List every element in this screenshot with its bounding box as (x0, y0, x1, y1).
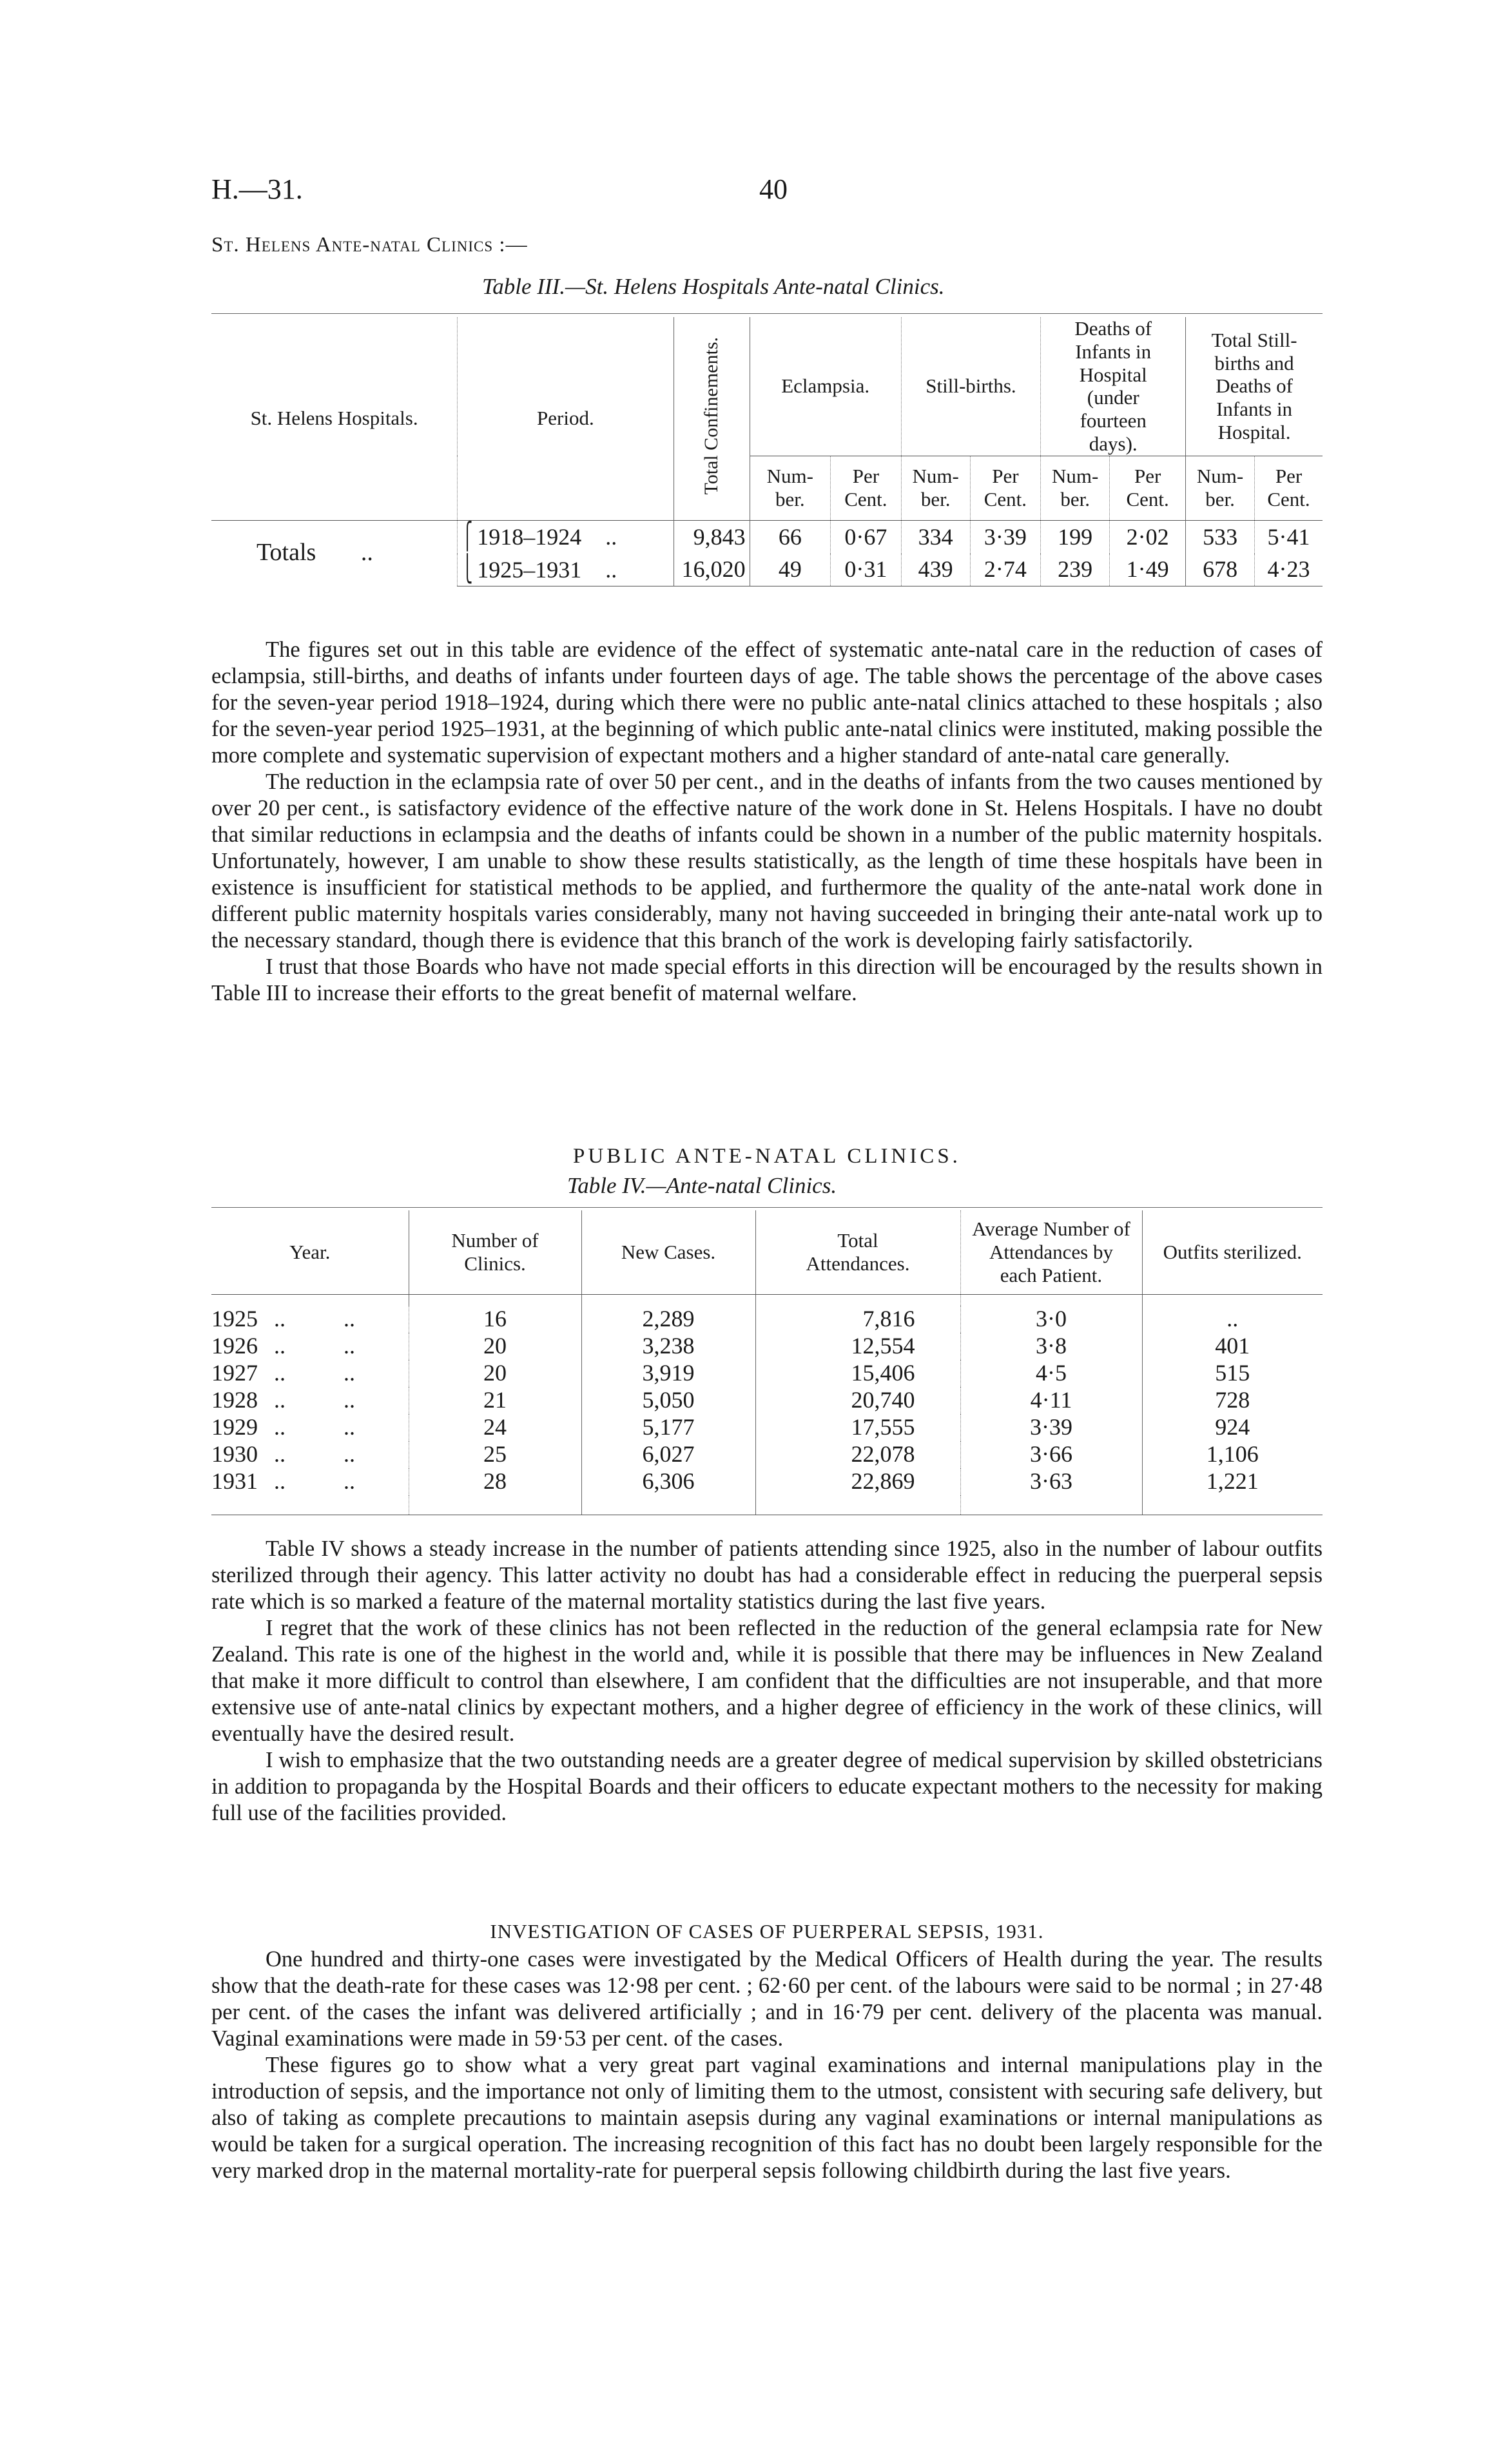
t3-row-label: Totals (257, 539, 316, 567)
t4-header-outfits: Outfits sterilized. (1142, 1210, 1323, 1294)
t3-header-total-confinements-cell (674, 317, 750, 520)
t4-clinics: 24 (409, 1414, 581, 1441)
t4-attendances: 22,078 (755, 1441, 960, 1468)
t4-year-cell (211, 1468, 409, 1495)
sepsis-heading: INVESTIGATION OF CASES OF PUERPERAL SEPSIS, 1931. (490, 1920, 1044, 1943)
t3-header-deaths-infants: Deaths of Infants in Hospital (under fourteen days). (1041, 317, 1186, 456)
t3-subheader-per-cent: Per Cent. (831, 456, 902, 520)
paragraph: The reduction in the eclampsia rate of over 50 per cent., and in the deaths of infants from the two causes mentioned by over 20 per cent., is satisfactory evidence of the effective nature of the work done in St. Helens Hospitals. I have no doubt that similar reductions in eclampsia and the deaths of infants could be shown in a number of the public maternity hospitals. Unfortunately, however, I am unable to show these results statistically, as the length of time these hospitals have been in existence is insufficient for statistical methods to be applied, and furthermore the quality of the ante-natal work done in different public maternity hospitals varies considerably, many not having succeeded in bringing their ante-natal work up to the necessary standard, though there is evidence that this branch of the work is developing fairly satisfactorily. (211, 770, 1323, 953)
t3-header-total-stillbirths-deaths: Total Still-births and Deaths of Infants in Hospital. (1186, 317, 1323, 456)
t4-row-1929 (211, 1414, 1323, 1441)
t4-leader: .. .. (274, 1414, 355, 1440)
public-clinics-heading: PUBLIC ANTE-NATAL CLINICS. (573, 1145, 961, 1168)
t4-row-1927 (211, 1360, 1323, 1387)
t3-subheader-number: Num- ber. (901, 456, 970, 520)
page-number: 40 (759, 173, 788, 205)
t4-row-1925 (211, 1306, 1323, 1333)
text-block-b (211, 1536, 1323, 1827)
t4-row-1926 (211, 1333, 1323, 1360)
t4-row-1928 (211, 1387, 1323, 1414)
t4-leader: .. .. (274, 1333, 355, 1359)
t4-year: 1928 (211, 1387, 258, 1413)
t3-subheader-per-cent: Per Cent. (1110, 456, 1186, 520)
paragraph: Table IV shows a steady increase in the number of patients attending since 1925, also in the number of labour outfits sterilized through their agency. This latter activity no doubt has had a considerable effect in reducing the puerperal sepsis rate which is so marked a feature of the maternal mortality statistics during the last five years. (211, 1536, 1323, 1614)
t4-outfits: 401 (1142, 1333, 1323, 1360)
t3-period-cell (458, 520, 674, 554)
t4-year: 1929 (211, 1414, 258, 1440)
t3-di-p-1918: 2·02 (1110, 520, 1186, 554)
t4-clinics: 20 (409, 1360, 581, 1387)
t4-average: 3·63 (960, 1468, 1142, 1495)
t3-subheader-per-cent: Per Cent. (1255, 456, 1323, 520)
t4-new-cases: 6,306 (581, 1468, 755, 1495)
text-block-c (211, 1946, 1323, 2184)
t4-attendances: 20,740 (755, 1387, 960, 1414)
t4-average: 4·5 (960, 1360, 1142, 1387)
brace-close-icon: ⎩ (461, 554, 473, 583)
t3-period-cell (458, 554, 674, 586)
t4-leader: .. .. (274, 1360, 355, 1386)
paragraph: I trust that those Boards who have not made special efforts in this direction will be encouraged by the results shown in Table III to increase their efforts to the great benefit of maternal welfare. (211, 955, 1323, 1005)
t3-sb-p-1918: 3·39 (970, 520, 1041, 554)
t3-subheader-number: Num- ber. (750, 456, 830, 520)
table4 (211, 1210, 1323, 1515)
table3 (211, 317, 1323, 586)
t4-header-average: Average Number of Attendances by each Patient. (960, 1210, 1142, 1294)
t4-header-new-cases: New Cases. (581, 1210, 755, 1294)
t3-ecl-p-1918: 0·67 (831, 520, 902, 554)
t4-header-clinics: Number of Clinics. (409, 1210, 581, 1294)
t3-total-1925: 16,020 (674, 554, 750, 586)
t4-outfits: 924 (1142, 1414, 1323, 1441)
t3-subheader-number: Num- ber. (1186, 456, 1255, 520)
t4-outfits: 1,106 (1142, 1441, 1323, 1468)
t3-period-leader: .. (605, 524, 617, 550)
paragraph: I regret that the work of these clinics has not been reflected in the reduction of the general eclampsia rate for New Zealand. This rate is one of the highest in the world and, while it is possible that there may be influences in New Zealand that make it more difficult to control than elsewhere, I am confident that the difficulties are not insuperable, and that more extensive use of ante-natal clinics by expectant mothers, and a higher degree of efficiency in the work of these clinics, will eventually have the desired result. (211, 1616, 1323, 1746)
t4-year: 1931 (211, 1468, 258, 1495)
t4-header-row (211, 1210, 1323, 1294)
t4-row-1931 (211, 1468, 1323, 1495)
paragraph: One hundred and thirty-one cases were investigated by the Medical Officers of Health during the year. The results show that the death-rate for these cases was 12·98 per cent. ; 62·60 per cent. of the labours were said to be normal ; in 27·48 per cent. of the cases the infant was delivered artificially ; and in 16·79 per cent. delivery of the placenta was manual. Vaginal examinations were made in 59·53 per cent. of the cases. (211, 1947, 1323, 2051)
t3-sb-n-1925: 439 (901, 554, 970, 586)
t4-leader: .. .. (274, 1306, 355, 1332)
t4-average: 4·11 (960, 1387, 1142, 1414)
t3-tot-p-1918: 5·41 (1255, 520, 1323, 554)
t4-new-cases: 2,289 (581, 1306, 755, 1333)
t4-attendances: 15,406 (755, 1360, 960, 1387)
t4-row-1930 (211, 1441, 1323, 1468)
t3-tot-n-1918: 533 (1186, 520, 1255, 554)
t4-new-cases: 5,177 (581, 1414, 755, 1441)
t4-leader: .. .. (274, 1387, 355, 1413)
t4-attendances: 22,869 (755, 1468, 960, 1495)
table3-caption: Table III.—St. Helens Hospitals Ante-natal Clinics. (482, 274, 945, 299)
paragraph: The figures set out in this table are evidence of the effect of systematic ante-natal care in the reduction of cases of eclampsia, still-births, and deaths of infants under fourteen days of age. The table shows the percentage of the above cases for the seven-year period 1918–1924, during which there were no public ante-natal clinics attached to these hospitals ; also for the seven-year period 1925–1931, at the beginning of which public ante-natal clinics were instituted, making possible the more complete and systematic supervision of expectant mothers and a higher standard of ante-natal care generally. (211, 637, 1323, 768)
brace-open-icon: ⎧ (461, 521, 473, 551)
t3-header-hospitals: St. Helens Hospitals. (250, 407, 418, 430)
t3-row-label-cell (211, 520, 458, 586)
t4-attendances: 17,555 (755, 1414, 960, 1441)
t4-year-cell (211, 1414, 409, 1441)
paragraph: These figures go to show what a very great part vaginal examinations and internal manipulations play in the introduction of sepsis, and the importance not only of limiting them to the utmost, consistent with securing safe delivery, but also of taking as complete precautions to maintain asepsis during any vaginal examinations or internal manipulations as would be taken for a surgical operation. The increasing recognition of this fact has no doubt been largely responsible for the very marked drop in the maternal mortality-rate for puerperal sepsis following childbirth during the last five years. (211, 2053, 1323, 2183)
t3-row-1918 (211, 520, 1323, 554)
t4-new-cases: 3,238 (581, 1333, 755, 1360)
t4-year-cell (211, 1360, 409, 1387)
t3-row-label-leader: .. (360, 539, 373, 567)
t4-outfits: 515 (1142, 1360, 1323, 1387)
t4-year-cell (211, 1441, 409, 1468)
t3-header-eclampsia: Eclampsia. (750, 317, 901, 456)
t3-period-leader: .. (605, 556, 617, 583)
t4-new-cases: 3,919 (581, 1360, 755, 1387)
t4-outfits: 1,221 (1142, 1468, 1323, 1495)
t4-year-cell (211, 1306, 409, 1333)
t4-outfits: .. (1142, 1306, 1323, 1333)
t4-clinics: 20 (409, 1333, 581, 1360)
t4-average: 3·39 (960, 1414, 1142, 1441)
t4-leader: .. .. (274, 1468, 355, 1495)
t4-outfits: 728 (1142, 1387, 1323, 1414)
t4-attendances: 7,816 (755, 1306, 960, 1333)
t3-ecl-n-1925: 49 (750, 554, 830, 586)
t4-average: 3·8 (960, 1333, 1142, 1360)
t4-year: 1930 (211, 1441, 258, 1468)
t3-ecl-n-1918: 66 (750, 520, 830, 554)
t3-period-1918: 1918–1924 (477, 524, 582, 550)
t4-clinics: 16 (409, 1306, 581, 1333)
t4-year-cell (211, 1387, 409, 1414)
paper-identifier: H.—31. (211, 173, 303, 205)
t3-tot-n-1925: 678 (1186, 554, 1255, 586)
section-title: St. Helens Ante-natal Clinics :— (211, 233, 528, 257)
t3-sb-p-1925: 2·74 (970, 554, 1041, 586)
t3-header-total-confinements: Total Confinements. (700, 337, 722, 495)
t3-tot-p-1925: 4·23 (1255, 554, 1323, 586)
text-block-a (211, 637, 1323, 1007)
t3-header-stillbirths: Still-births. (901, 317, 1041, 456)
t3-subheader-per-cent: Per Cent. (970, 456, 1041, 520)
t3-di-n-1918: 199 (1041, 520, 1110, 554)
t3-header-period: Period. (458, 317, 674, 520)
t3-ecl-p-1925: 0·31 (831, 554, 902, 586)
t4-header-year: Year. (211, 1210, 409, 1294)
t3-period-1925: 1925–1931 (477, 556, 582, 583)
t4-leader: .. .. (274, 1441, 355, 1468)
t4-clinics: 25 (409, 1441, 581, 1468)
t4-attendances: 12,554 (755, 1333, 960, 1360)
t4-new-cases: 5,050 (581, 1387, 755, 1414)
t4-clinics: 28 (409, 1468, 581, 1495)
t4-year: 1927 (211, 1360, 258, 1386)
t4-header-attendances: Total Attendances. (755, 1210, 960, 1294)
t3-total-1918: 9,843 (674, 520, 750, 554)
t3-sb-n-1918: 334 (901, 520, 970, 554)
paragraph: I wish to emphasize that the two outstanding needs are a greater degree of medical supervision by skilled obstetricians in addition to propaganda by the Hospital Boards and their officers to educate expectant mothers to the necessity for making full use of the facilities provided. (211, 1748, 1323, 1825)
table4-top-rule (211, 1207, 1323, 1208)
t3-di-n-1925: 239 (1041, 554, 1110, 586)
table3-top-rule (211, 313, 1323, 314)
t4-clinics: 21 (409, 1387, 581, 1414)
t4-average: 3·0 (960, 1306, 1142, 1333)
t4-new-cases: 6,027 (581, 1441, 755, 1468)
t4-year-cell (211, 1333, 409, 1360)
table4-caption: Table IV.—Ante-natal Clinics. (567, 1173, 837, 1198)
t3-di-p-1925: 1·49 (1110, 554, 1186, 586)
t3-subheader-number: Num- ber. (1041, 456, 1110, 520)
t4-year: 1925 (211, 1306, 258, 1332)
t4-average: 3·66 (960, 1441, 1142, 1468)
t4-year: 1926 (211, 1333, 258, 1359)
